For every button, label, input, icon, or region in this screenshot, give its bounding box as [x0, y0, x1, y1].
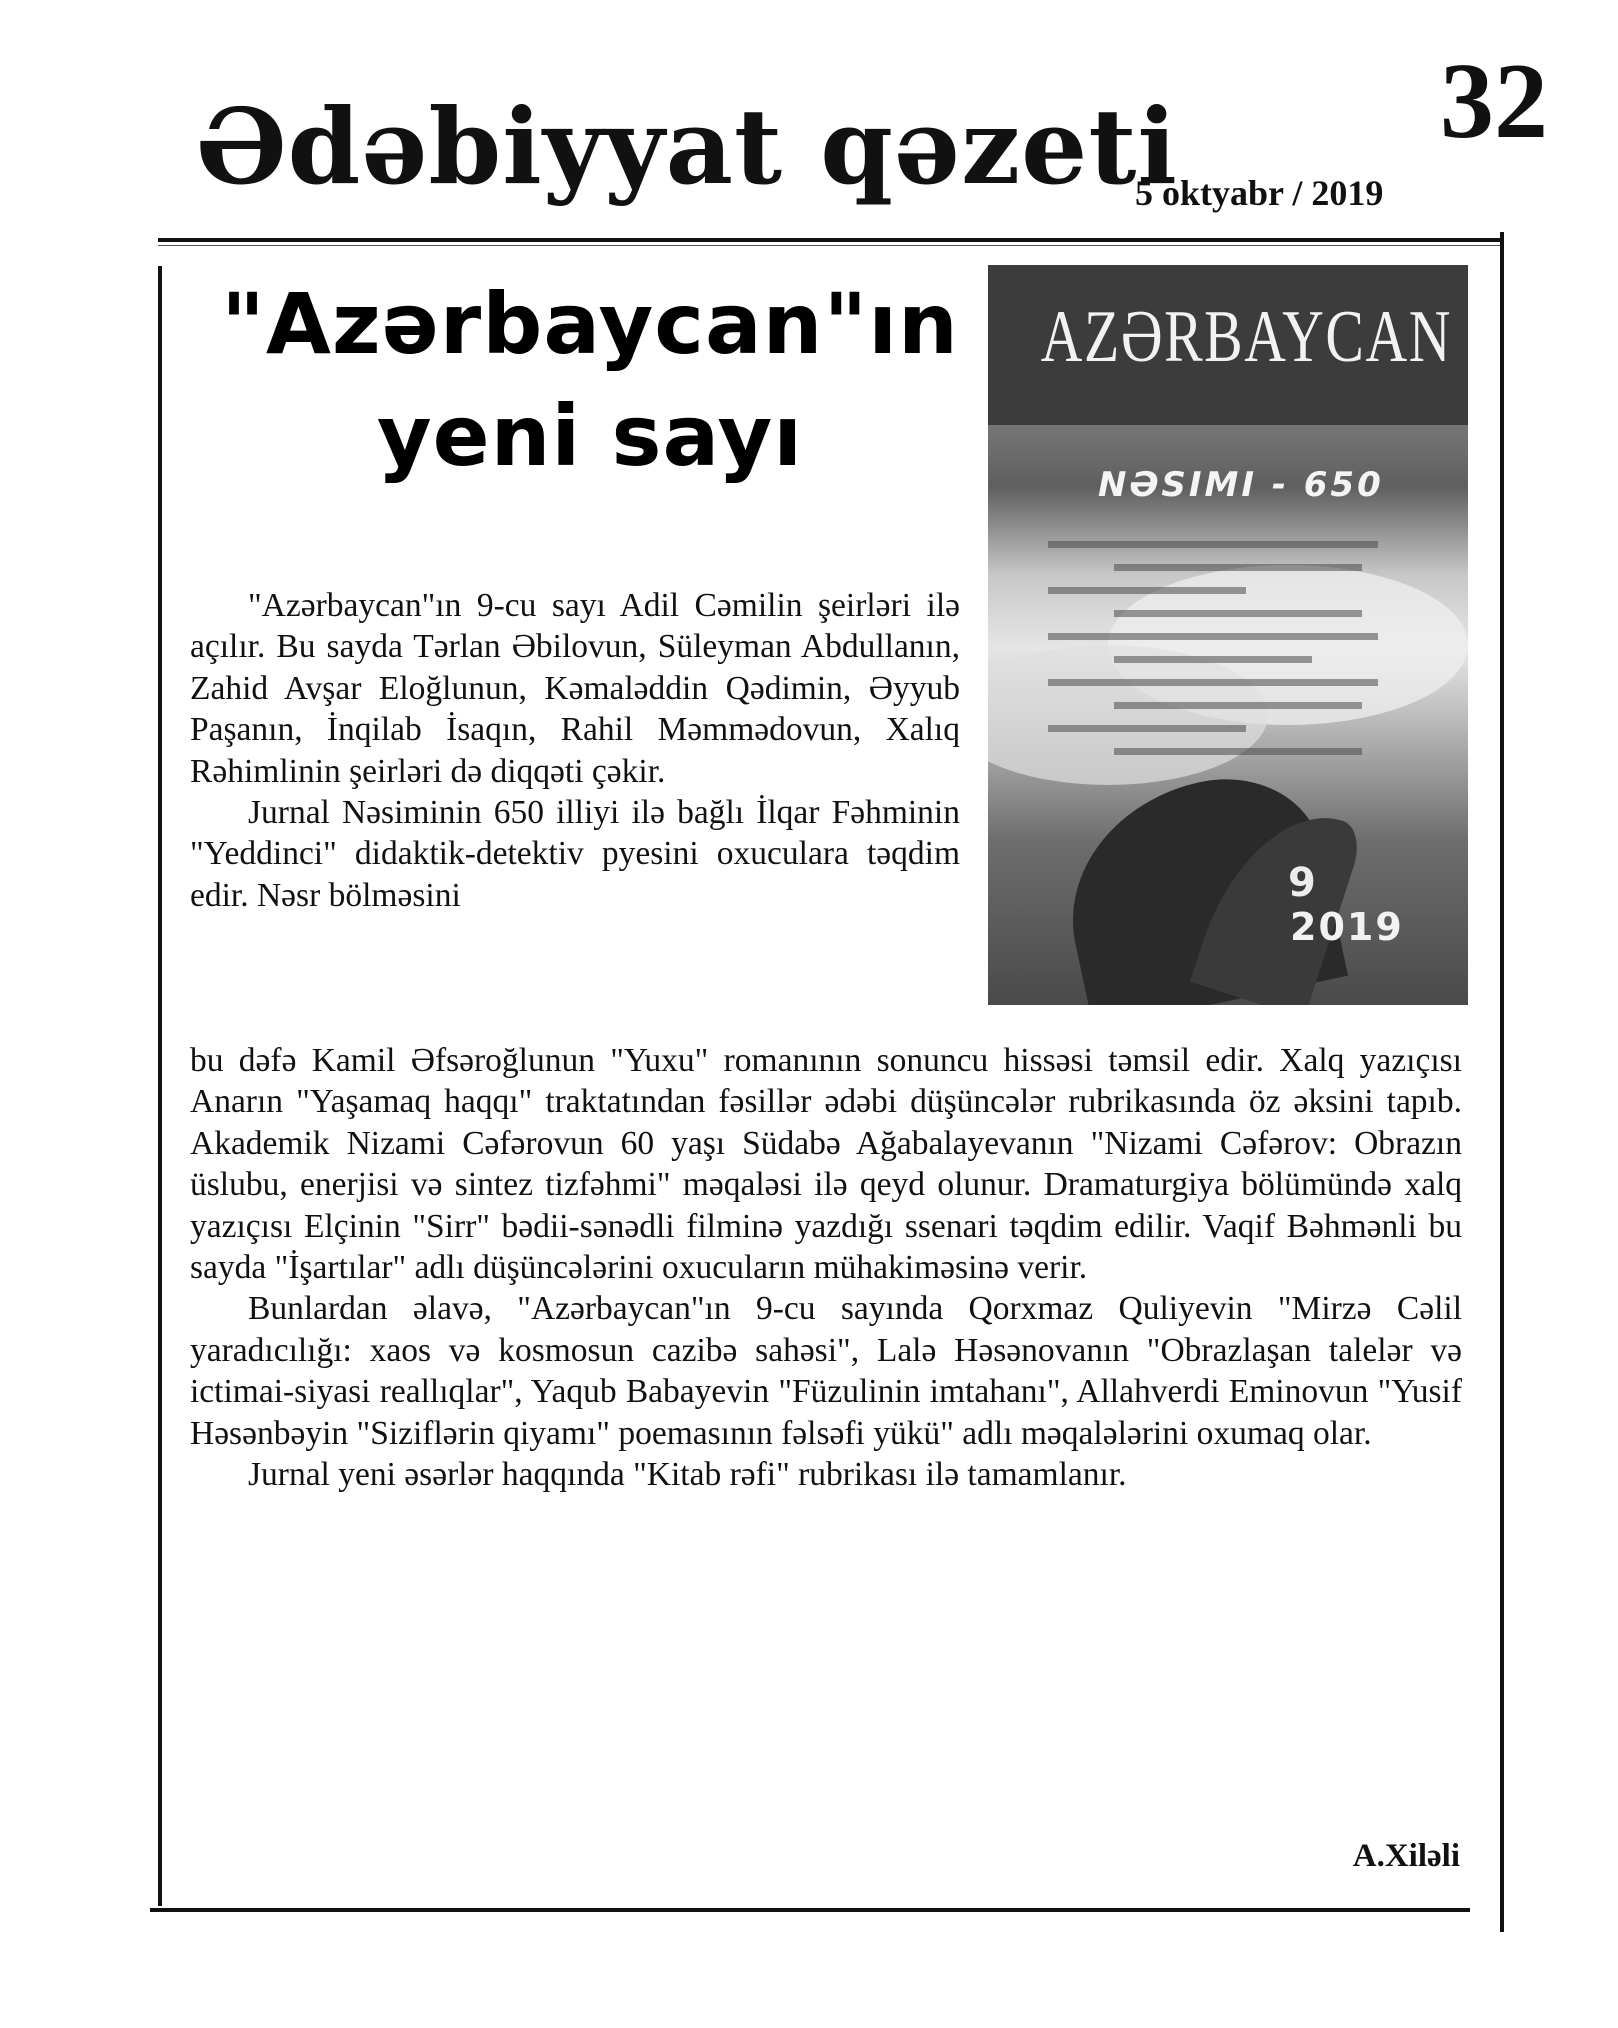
article-paragraph-2-start: Jurnal Nəsiminin 650 illiyi ilə bağlı İlqar Fəhminin "Yeddinci" didaktik-detektiv pyesini oxuculara təqdim edir. Nəsr bölməsini — [190, 794, 960, 914]
article-author: A.Xiləli — [1352, 1838, 1460, 1874]
left-rule — [158, 266, 162, 1906]
top-rule — [158, 238, 1504, 242]
article-column-wide — [190, 1040, 1462, 1495]
right-rule — [1500, 232, 1504, 1932]
article-paragraph-1: "Azərbaycan"ın 9-cu sayı Adil Cəmilin şeirləri ilə açılır. Bu sayda Tərlan Əbilovun, Süleyman Abdullanın, Zahid Avşar Eloğlunun, Kəmaləddin Qədimin, Əyyub Paşanın, İnqilab İsaqın, Rahil Məmmədovun, Xalıq Rəhimlinin şeirləri də diqqəti çəkir. — [190, 587, 960, 790]
page-number: 32 — [1440, 42, 1548, 161]
bottom-rule — [150, 1908, 1470, 1912]
article-headline — [200, 268, 980, 492]
cover-subtitle: NƏSIMI - 650 — [1098, 465, 1384, 505]
cover-title: AZƏRBAYCAN — [1040, 296, 1452, 378]
headline-line-2: yeni sayı — [376, 387, 804, 485]
cover-issue-number: 9 — [1288, 860, 1316, 906]
article-column-narrow — [190, 585, 960, 916]
magazine-cover-image — [988, 265, 1468, 1005]
top-rule-thin — [158, 245, 1504, 246]
article-paragraph-4: Jurnal yeni əsərlər haqqında "Kitab rəfi" rubrikası ilə tamamlanır. — [248, 1456, 1127, 1494]
article-paragraph-3: Bunlardan əlavə, "Azərbaycan"ın 9-cu sayında Qorxmaz Quliyevin "Mirzə Cəlil yaradıcılığı: xaos və kosmosun cazibə sahəsi", Lalə Həsənovanın "Obrazlaşan talelər və ictimai-siyasi reallıqlar", Yaqub Babayevin "Füzulinin imtahanı", Allahverdi Eminovun "Yusif Həsənbəyin "Siziflərin qiyamı" poemasının fəlsəfi yükü" adlı məqalələrini oxumaq olar. — [190, 1290, 1462, 1452]
cover-year: 2019 — [1290, 905, 1404, 949]
issue-date: 5 oktyabr / 2019 — [1135, 173, 1384, 213]
headline-line-1: "Azərbaycan"ın — [221, 275, 959, 373]
cover-contents-lines — [1048, 525, 1378, 771]
newspaper-masthead: Ədəbiyyat qəzeti — [196, 85, 1178, 208]
article-paragraph-2-end: bu dəfə Kamil Əfsəroğlunun "Yuxu" romanının sonuncu hissəsi təmsil edir. Xalq yazıçısı Anarın "Yaşamaq haqqı" traktatından fəsillər ədəbi düşüncələr rubrikasında öz əksini tapıb. Akademik Nizami Cəfərovun 60 yaşı Südabə Ağabalayevanın "Nizami Cəfərov: Obrazın üslubu, enerjisi və sintez tizfəhmi" məqaləsi ilə qeyd olunur. Dramaturgiya bölümündə xalq yazıçısı Elçinin "Sirr" bədii-sənədli filminə yazdığı ssenari təqdim edilir. Vaqif Bəhmənli bu sayda "İşartılar" adlı düşüncələrini oxucuların mühakiməsinə verir. — [190, 1042, 1462, 1287]
